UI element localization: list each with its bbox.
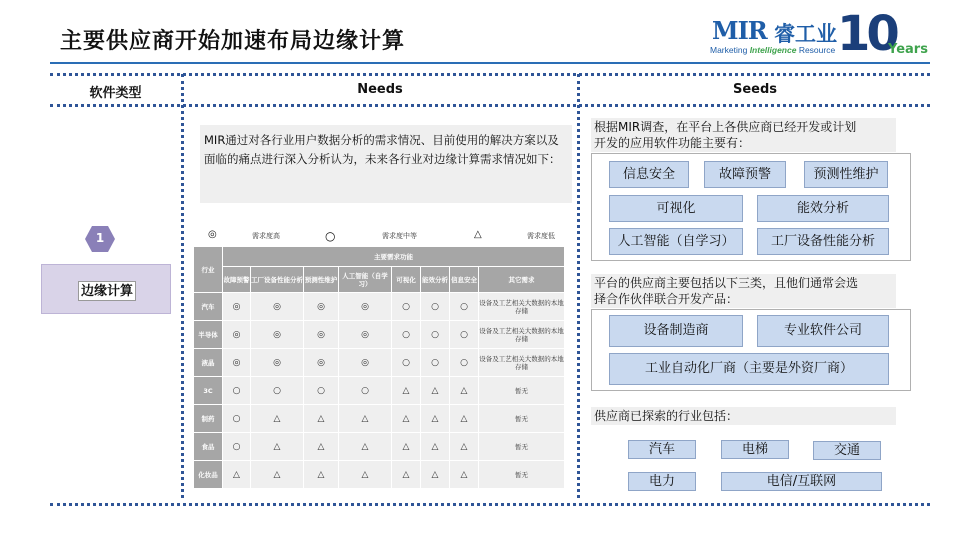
needs-intro: MIR通过对各行业用户数据分析的需求情况、目前使用的解决方案以及面临的痛点进行深入分析认为，未来各行业对边缘计算需求情况如下： <box>200 125 572 203</box>
mir-logo <box>706 6 936 62</box>
column-header-needs: Needs <box>357 82 403 97</box>
table-cell-level <box>251 349 303 376</box>
table-cell-level <box>450 349 478 376</box>
table-col-header: 信息安全 <box>450 267 478 292</box>
function-chip: 能效分析 <box>757 195 889 222</box>
table-cell-level <box>304 461 338 488</box>
level-symbol: △ <box>233 469 240 480</box>
table-row <box>194 461 564 488</box>
industry-chip: 电信/互联网 <box>721 472 882 491</box>
level-symbol: △ <box>402 385 410 396</box>
category-label: 边缘计算 <box>78 281 136 301</box>
industry-chip: 电梯 <box>721 440 789 459</box>
level-symbol: △ <box>317 469 325 480</box>
industry-chip: 交通 <box>813 441 881 460</box>
level-symbol: △ <box>402 441 410 452</box>
level-symbol: ○ <box>317 385 325 396</box>
level-symbol: △ <box>460 469 468 480</box>
dotted-divider-col1 <box>181 74 184 498</box>
table-cell-level <box>223 321 250 348</box>
logo-mir: MIR <box>712 16 767 45</box>
legend-mid-symbol: ○ <box>325 229 336 243</box>
level-symbol: ◎ <box>232 357 241 368</box>
table-cell-level <box>421 433 449 460</box>
table-cell-level <box>392 377 420 404</box>
level-symbol: △ <box>431 441 439 452</box>
function-chip: 预测性维护 <box>804 161 888 188</box>
legend-high-symbol: ◎ <box>208 229 217 240</box>
table-cell-other: 暂无 <box>479 405 564 432</box>
table-cell-level <box>450 405 478 432</box>
table-cell-level <box>304 405 338 432</box>
table-cell-level <box>304 349 338 376</box>
table-cell-level <box>392 293 420 320</box>
table-cell-level <box>251 377 303 404</box>
table-cell-level <box>304 293 338 320</box>
level-symbol: ○ <box>232 385 241 396</box>
legend-high-label: 需求度高 <box>252 232 280 240</box>
level-symbol: △ <box>361 441 369 452</box>
table-cell-level <box>450 433 478 460</box>
level-symbol: ◎ <box>361 329 369 340</box>
level-symbol: ○ <box>273 385 281 396</box>
level-symbol: △ <box>402 413 410 424</box>
table-cell-level <box>421 461 449 488</box>
table-col-header: 人工智能（自学习） <box>339 267 391 292</box>
table-row-header: 半导体 <box>194 321 222 348</box>
table-row-header: 制药 <box>194 405 222 432</box>
seeds-intro-3: 供应商已探索的行业包括： <box>591 407 896 425</box>
table-cell-level <box>339 293 391 320</box>
table-row <box>194 293 564 320</box>
table-cell-level <box>339 433 391 460</box>
table-cell-other: 暂无 <box>479 461 564 488</box>
category-box <box>41 264 171 314</box>
column-header-type: 软件类型 <box>89 86 142 101</box>
table-row <box>194 433 564 460</box>
seeds-intro-2 <box>591 274 896 308</box>
function-chip: 工厂设备性能分析 <box>757 228 889 255</box>
level-symbol: △ <box>402 469 410 480</box>
level-symbol: ○ <box>460 301 468 312</box>
level-symbol: △ <box>460 413 468 424</box>
seeds-intro-1 <box>591 118 896 152</box>
level-symbol: ◎ <box>273 357 281 368</box>
level-symbol: ◎ <box>317 357 325 368</box>
number-badge <box>84 225 116 253</box>
table-col-header: 故障预警 <box>223 267 250 292</box>
level-symbol: △ <box>317 413 325 424</box>
table-cell-level <box>223 405 250 432</box>
supplier-chip: 工业自动化厂商（主要是外资厂商） <box>609 353 889 385</box>
logo-tagline: Marketing Intelligence Resource <box>710 45 836 55</box>
table-cell-level <box>450 321 478 348</box>
function-chip: 人工智能（自学习） <box>609 228 743 255</box>
supplier-chip: 专业软件公司 <box>757 315 889 347</box>
level-symbol: ○ <box>402 329 410 340</box>
table-cell-other: 暂无 <box>479 377 564 404</box>
seeds-intro-2-line-1: 平台的供应商主要包括以下三类，且他们通常会选 <box>594 276 859 290</box>
table-cell-level <box>223 293 250 320</box>
level-symbol: ◎ <box>273 329 281 340</box>
seeds-intro-2-line-2: 择合作伙伴联合开发产品： <box>594 292 739 306</box>
table-cell-other: 设备及工艺相关大数据的本地存储 <box>479 349 564 376</box>
table-row <box>194 405 564 432</box>
table-header-industry: 行业 <box>194 247 222 292</box>
level-symbol: ○ <box>402 357 410 368</box>
function-chip: 可视化 <box>609 195 743 222</box>
level-symbol: △ <box>317 441 325 452</box>
column-header-seeds: Seeds <box>732 82 778 97</box>
table-cell-level <box>339 349 391 376</box>
level-symbol: △ <box>361 469 369 480</box>
table-cell-level <box>223 461 250 488</box>
table-col-header: 预测性维护 <box>304 267 338 292</box>
level-symbol: △ <box>460 441 468 452</box>
table-cell-level <box>392 461 420 488</box>
dotted-divider-bottom <box>50 503 930 506</box>
table-cell-level <box>421 405 449 432</box>
header-rule <box>50 62 930 64</box>
table-col-header: 可视化 <box>392 267 420 292</box>
level-symbol: ◎ <box>361 357 369 368</box>
level-symbol: ◎ <box>361 301 369 312</box>
table-cell-level <box>251 321 303 348</box>
level-symbol: ○ <box>431 357 439 368</box>
table-col-header: 工厂设备性能分析 <box>251 267 303 292</box>
level-symbol: ◎ <box>232 329 241 340</box>
table-cell-level <box>223 377 250 404</box>
table-cell-level <box>251 405 303 432</box>
level-symbol: △ <box>273 469 281 480</box>
table-cell-level <box>450 377 478 404</box>
function-chip: 信息安全 <box>609 161 689 188</box>
level-symbol: ○ <box>232 413 241 424</box>
table-cell-level <box>339 405 391 432</box>
seeds-intro-1-line-2: 开发的应用软件功能主要有： <box>594 136 751 150</box>
table-col-header: 其它需求 <box>479 267 564 292</box>
legend-low-symbol: △ <box>474 229 482 240</box>
seeds-intro-1-line-1: 根据MIR调查，在平台上各供应商已经开发或计划 <box>594 120 857 134</box>
table-cell-level <box>223 433 250 460</box>
level-symbol: △ <box>273 441 281 452</box>
dotted-divider-col2 <box>577 74 580 498</box>
level-symbol: ○ <box>402 301 410 312</box>
table-cell-level <box>339 461 391 488</box>
level-symbol: ◎ <box>273 301 281 312</box>
table-header-group: 主要需求功能 <box>223 247 564 266</box>
supplier-chip: 设备制造商 <box>609 315 743 347</box>
table-cell-level <box>251 461 303 488</box>
legend-low-label: 需求度低 <box>527 232 555 240</box>
level-symbol: ○ <box>361 385 369 396</box>
table-row-header: 化妆品 <box>194 461 222 488</box>
table-cell-level <box>251 433 303 460</box>
industry-chip: 汽车 <box>628 440 696 459</box>
logo-years: Years <box>888 42 928 57</box>
table-cell-other: 设备及工艺相关大数据的本地存储 <box>479 293 564 320</box>
table-cell-level <box>339 377 391 404</box>
table-cell-level <box>304 377 338 404</box>
table-cell-level <box>421 377 449 404</box>
logo-ten: 10 <box>837 6 896 62</box>
table-cell-level <box>421 293 449 320</box>
page-title: 主要供应商开始加速布局边缘计算 <box>60 29 406 54</box>
number-badge-label: 1 <box>95 231 105 245</box>
level-symbol: ○ <box>431 329 439 340</box>
table-cell-level <box>421 349 449 376</box>
table-cell-level <box>304 433 338 460</box>
table-cell-level <box>304 321 338 348</box>
table-row <box>194 321 564 348</box>
level-symbol: ○ <box>232 441 241 452</box>
level-symbol: ○ <box>431 301 439 312</box>
table-row <box>194 377 564 404</box>
table-cell-level <box>392 433 420 460</box>
level-symbol: ○ <box>460 329 468 340</box>
level-symbol: △ <box>431 385 439 396</box>
table-cell-level <box>450 461 478 488</box>
table-row-header: 3C <box>194 377 222 404</box>
table-cell-level <box>392 349 420 376</box>
table-row-header: 食品 <box>194 433 222 460</box>
table-cell-other: 设备及工艺相关大数据的本地存储 <box>479 321 564 348</box>
level-symbol: △ <box>273 413 281 424</box>
function-chip: 故障预警 <box>704 161 786 188</box>
table-cell-level <box>339 321 391 348</box>
table-cell-level <box>392 405 420 432</box>
table-cell-level <box>392 321 420 348</box>
table-row <box>194 349 564 376</box>
level-symbol: △ <box>460 385 468 396</box>
table-cell-level <box>450 293 478 320</box>
table-cell-level <box>251 293 303 320</box>
needs-table <box>193 246 565 489</box>
level-symbol: △ <box>431 469 439 480</box>
level-symbol: ◎ <box>317 329 325 340</box>
level-symbol: ◎ <box>317 301 325 312</box>
level-symbol: ◎ <box>232 301 241 312</box>
table-cell-level <box>421 321 449 348</box>
level-symbol: △ <box>361 413 369 424</box>
industry-chip: 电力 <box>628 472 696 491</box>
table-row-header: 液晶 <box>194 349 222 376</box>
table-row-header: 汽车 <box>194 293 222 320</box>
logo-cn: 睿工业 <box>774 22 837 46</box>
table-cell-level <box>223 349 250 376</box>
legend-mid-label: 需求度中等 <box>382 232 417 240</box>
table-cell-other: 暂无 <box>479 433 564 460</box>
level-symbol: ○ <box>460 357 468 368</box>
table-col-header: 能效分析 <box>421 267 449 292</box>
level-symbol: △ <box>431 413 439 424</box>
